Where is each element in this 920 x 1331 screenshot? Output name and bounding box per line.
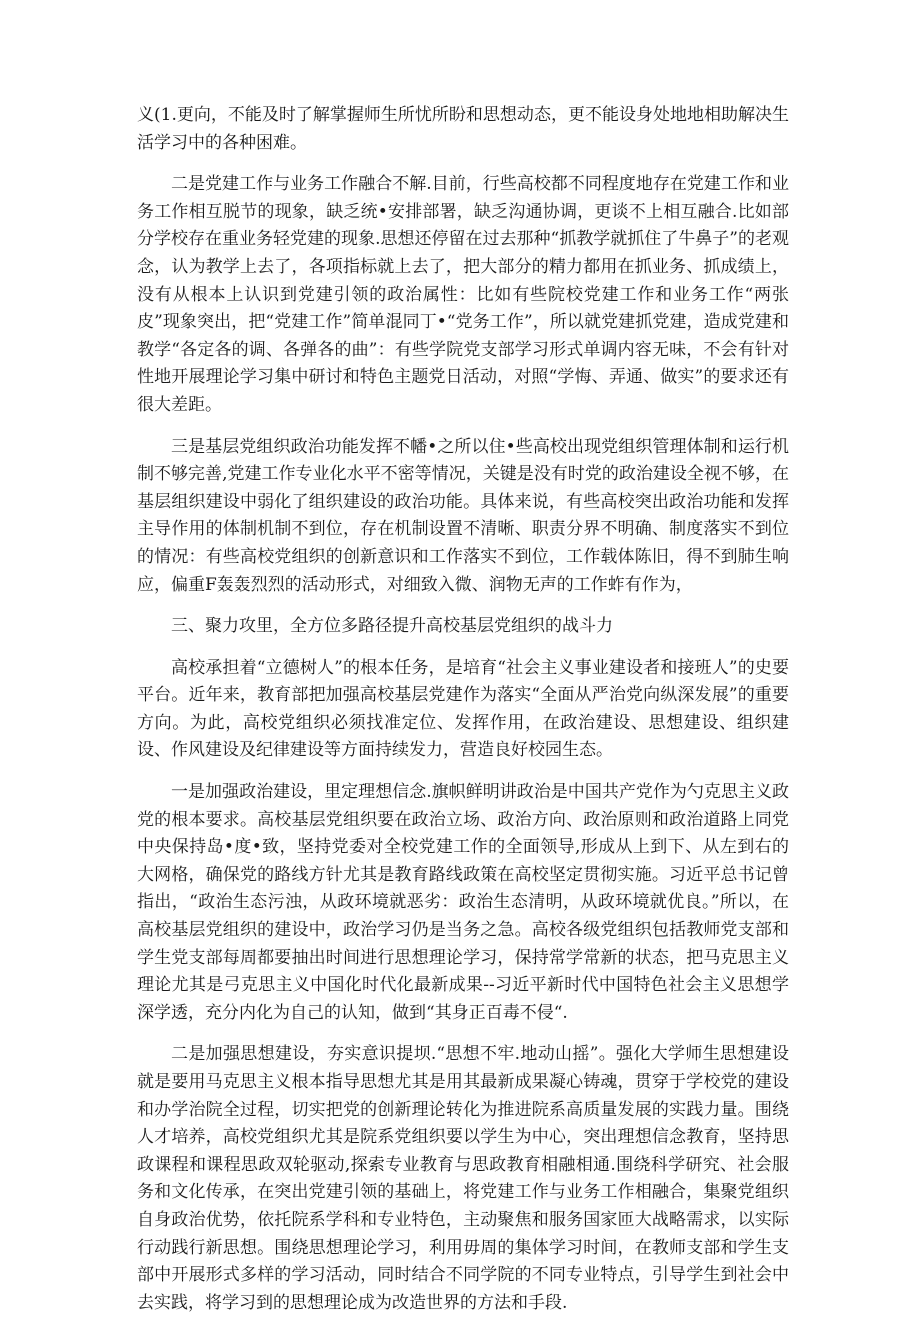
- paragraph-party-business-integration: 二是党建工作与业务工作融合不解.目前，行些高校都不同程度地存在党建工作和业务工作相互脱节的现象，缺乏统•安排部署，缺乏沟通协调，更谈不上相互融合.比如部分学校存在重业务轻党建的现象.思想还停留在过去那种“抓教学就抓住了牛鼻子”的老观念，认为教学上去了，各项指标就上去了，把大部分的精力都用在抓业务、抓成绩上，没有从根本上认识到党建引领的政治属性：比如有些院校党建工作和业务工作“两张皮”现象突出，把“党建工作”简单混同丁•“党务工作”，所以就党建抓党建，造成党建和教学“各定各的调、各弹各的曲”：有些学院党支部学习形式单调内容无味，不会有针对性地开展理论学习集中研讨和特色主题党日活动，对照“学悔、弄通、做实”的要求还有很大差距。: [137, 174, 789, 415]
- section-heading: 三、聚力攻里，全方位多路径提升高校基层党组织的战斗力: [171, 616, 613, 637]
- paragraph-political-function: 三是基层党组织政治功能发挥不幡•之所以住•些高校出现党组织管理体制和运行机制不够完善,党建工作专业化水平不密等情况，关键是没有时党的政治建设全视不够，在基层组织建设中弱化了组织建设的政治功能。具体来说，有些高校突出政治功能和发挥主导作用的体制机制不到位，存在机制设置不清晰、职责分界不明确、制度落实不到位的情况：有些高校党组织的创新意识和工作落实不到位，工作载体陈旧，得不到肺生响应，偏重F轰轰烈烈的活动形式，对细致入微、润物无声的工作蚱有作为，: [137, 436, 789, 595]
- document-body: [137, 102, 789, 1331]
- paragraph-political-construction: 一是加强政治建设，里定理想信念.旗帜鲜明讲政治是中国共产党作为勺克思主义政党的根本要求。高校基层党组织要在政治立场、政治方向、政治原则和政治道路上同党中央保持岛•度•致，坚持党委对全校党建工作的全面领导,形成从上到下、从左到右的大网格，确保党的路线方针尤其是教育路线政策在高校坚定贯彻实施。习近平总书记曾指出，“政治生态污浊，从政环境就恶劣：政治生态清明，从政环境就优良。”所以，在高校基层党组织的建设中，政治学习仍是当务之急。高校各级党组织包括教师党支部和学生党支部每周都要抽出时间进行思想理论学习，保持常学常新的状态，把马克思主义理论尤其是弓克思主义中国化时代化最新成果--习近平新时代中国特色社会主义思想学深学透，充分内化为自己的认知，做到“其身正百毒不侵“.: [137, 782, 789, 1023]
- paragraph-continuation: 义(1.更向，不能及时了解掌握师生所忧所盼和思想动态，更不能设身处地地相助解决生活学习中的各种困难。: [137, 105, 789, 153]
- paragraph-ideological-construction: 二是加强思想建设，夯实意识提坝.“思想不牢.地动山摇”。强化大学师生思想建设就是要用马克思主义根本指导思想尤其是用其最新成果凝心铸魂，贯穿于学校党的建设和办学治院全过程，切实把党的创新理论转化为推进院系高质量发展的实践力量。围绕人才培养，高校党组织尤其是院系党组织要以学生为中心，突出理想信念教育，坚持思政课程和课程思政双轮驱动,探索专业教育与思政教育相融相通.围绕科学研究、社会服务和文化传承，在突出党建引领的基础上，将党建工作与业务工作相融合，集聚党组织自身政治优势，依托院系学科和专业特色，主动聚焦和服务国家匝大战略需求，以实际行动践行新思想。围绕思想理论学习，利用毋周的集体学习时间，在教师支部和学生支部中开展形式多样的学习活动，同时结合不同学院的不同专业特点，引导学生到社会中去实践，将学习到的思想理论成为改造世界的方法和手段.: [137, 1044, 789, 1313]
- paragraph-mission: 高校承担着“立德树人”的根本任务，是培育“社会主义事业建设者和接班人”的史要平台。近年来，教育部把加强高校基层党建作为落实“全面从严治党向纵深发展”的重要方向。为此，高校党组织必须找准定位、发挥作用，在政治建设、思想建设、组织建设、作风建设及纪律建设等方面持续发力，营造良好校园生态。: [137, 657, 789, 761]
